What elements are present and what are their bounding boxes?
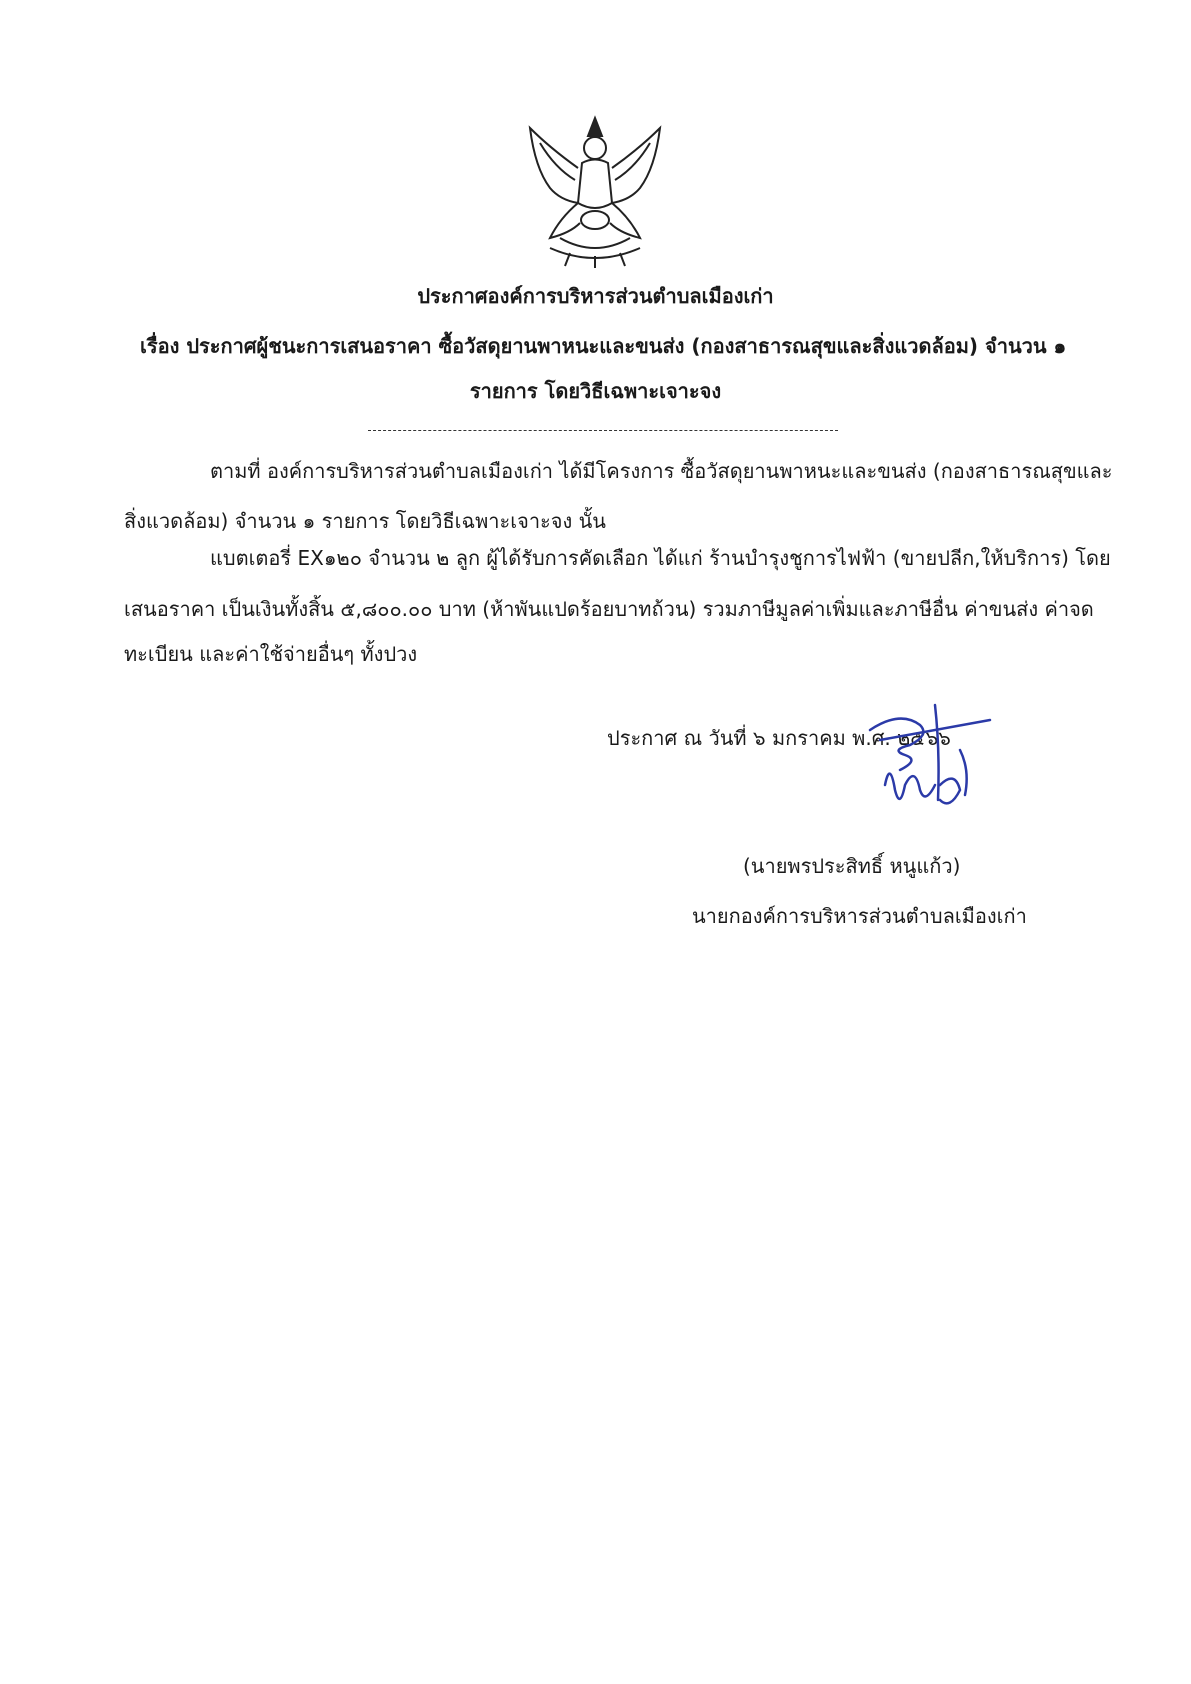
paragraph-2-line-2: เสนอราคา เป็นเงินทั้งสิ้น ๕,๘๐๐.๐๐ บาท (ห้าพันแปดร้อยบาทถ้วน) รวมภาษีมูลค่าเพิ่มและภาษีอื่น ค่าขนส่ง ค่าจด [124, 597, 1094, 621]
paragraph-1-line-1: ตามที่ องค์การบริหารส่วนตำบลเมืองเก่า ได้มีโครงการ ซื้อวัสดุยานพาหนะและขนส่ง (กองสาธารณสุขและ [210, 459, 1113, 483]
paragraph-2-line-1: แบตเตอรี่ EX๑๒๐ จำนวน ๒ ลูก ผู้ได้รับการคัดเลือก ได้แก่ ร้านบำรุงชูการไฟฟ้า (ขายปลีก,ให้บริการ) โดย [210, 546, 1111, 570]
subject-line-2: รายการ โดยวิธีเฉพาะเจาะจง [469, 379, 722, 403]
paragraph-1-line-2: สิ่งแวดล้อม) จำนวน ๑ รายการ โดยวิธีเฉพาะเจาะจง นั้น [124, 509, 606, 533]
announcement-date: ประกาศ ณ วันที่ ๖ มกราคม พ.ศ. ๒๕๖๖ [607, 726, 951, 750]
signer-position: นายกองค์การบริหารส่วนตำบลเมืองเก่า [692, 904, 1027, 928]
garuda-emblem-icon [520, 108, 670, 270]
subject-line-1: เรื่อง ประกาศผู้ชนะการเสนอราคา ซื้อวัสดุยานพาหนะและขนส่ง (กองสาธารณสุขและสิ่งแวดล้อม) จำนวน ๑ [140, 334, 1067, 358]
agency-announcement-title: ประกาศองค์การบริหารส่วนตำบลเมืองเก่า [417, 284, 774, 308]
dashed-divider [368, 430, 838, 431]
signature-mark [860, 690, 1000, 840]
signer-name: (นายพรประสิทธิ์ หนูแก้ว) [743, 854, 961, 878]
paragraph-2-line-3: ทะเบียน และค่าใช้จ่ายอื่นๆ ทั้งปวง [124, 642, 418, 666]
